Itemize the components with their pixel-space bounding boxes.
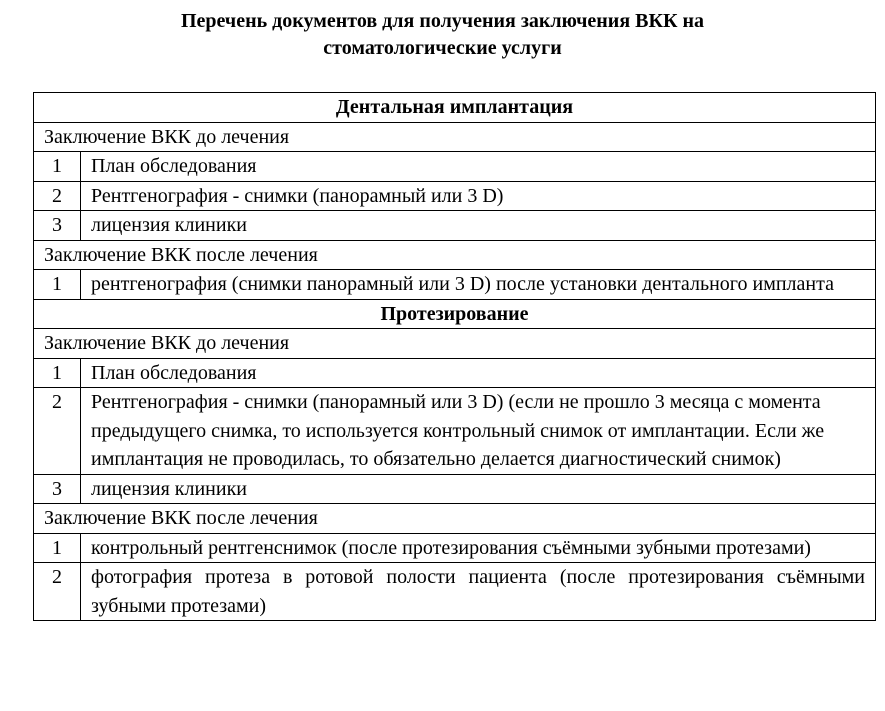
group-header-row (34, 122, 876, 152)
item-text: Рентгенография - снимки (панорамный или 3 D) (81, 181, 876, 211)
table-row (34, 181, 876, 211)
table-row (34, 152, 876, 182)
item-text: рентгенография (снимки панорамный или 3 D) после установки дентального импланта (81, 270, 876, 300)
item-number: 1 (34, 152, 81, 182)
item-text: контрольный рентгенснимок (после протезирования съёмными зубными протезами) (81, 533, 876, 563)
item-text: План обследования (81, 358, 876, 388)
group-header-row (34, 504, 876, 534)
group-title-before-treatment: Заключение ВКК до лечения (34, 329, 876, 359)
section-header-row (34, 93, 876, 123)
item-number: 1 (34, 533, 81, 563)
table-row (34, 270, 876, 300)
section-title-implantation: Дентальная имплантация (34, 93, 876, 123)
document-title (0, 8, 885, 62)
table-row (34, 533, 876, 563)
section-title-prosthetics: Протезирование (34, 299, 876, 329)
document-title-line-1: Перечень документов для получения заключения ВКК на (180, 10, 705, 32)
table-row (34, 563, 876, 621)
item-number: 3 (34, 474, 81, 504)
table-row (34, 358, 876, 388)
item-number: 1 (34, 358, 81, 388)
item-number: 3 (34, 211, 81, 241)
document-title-line-2: стоматологические услуги (323, 37, 562, 59)
group-header-row (34, 240, 876, 270)
group-title-after-treatment: Заключение ВКК после лечения (34, 240, 876, 270)
documents-table (33, 92, 876, 621)
item-number: 2 (34, 388, 81, 475)
item-number: 2 (34, 563, 81, 621)
item-text: лицензия клиники (81, 211, 876, 241)
item-number: 2 (34, 181, 81, 211)
item-number: 1 (34, 270, 81, 300)
item-text: фотография протеза в ротовой полости пациента (после протезирования съёмными зубными протезами) (81, 563, 876, 621)
table-row (34, 211, 876, 241)
group-title-after-treatment: Заключение ВКК после лечения (34, 504, 876, 534)
section-header-row (34, 299, 876, 329)
table-row (34, 388, 876, 475)
item-text: План обследования (81, 152, 876, 182)
item-text: лицензия клиники (81, 474, 876, 504)
item-text: Рентгенография - снимки (панорамный или 3 D) (если не прошло 3 месяца с момента предыдущего снимка, то используется контрольный снимок от имплантации. Если же имплантация не проводилась, то обязательно делается диагностический снимок) (81, 388, 876, 475)
group-title-before-treatment: Заключение ВКК до лечения (34, 122, 876, 152)
table-row (34, 474, 876, 504)
group-header-row (34, 329, 876, 359)
